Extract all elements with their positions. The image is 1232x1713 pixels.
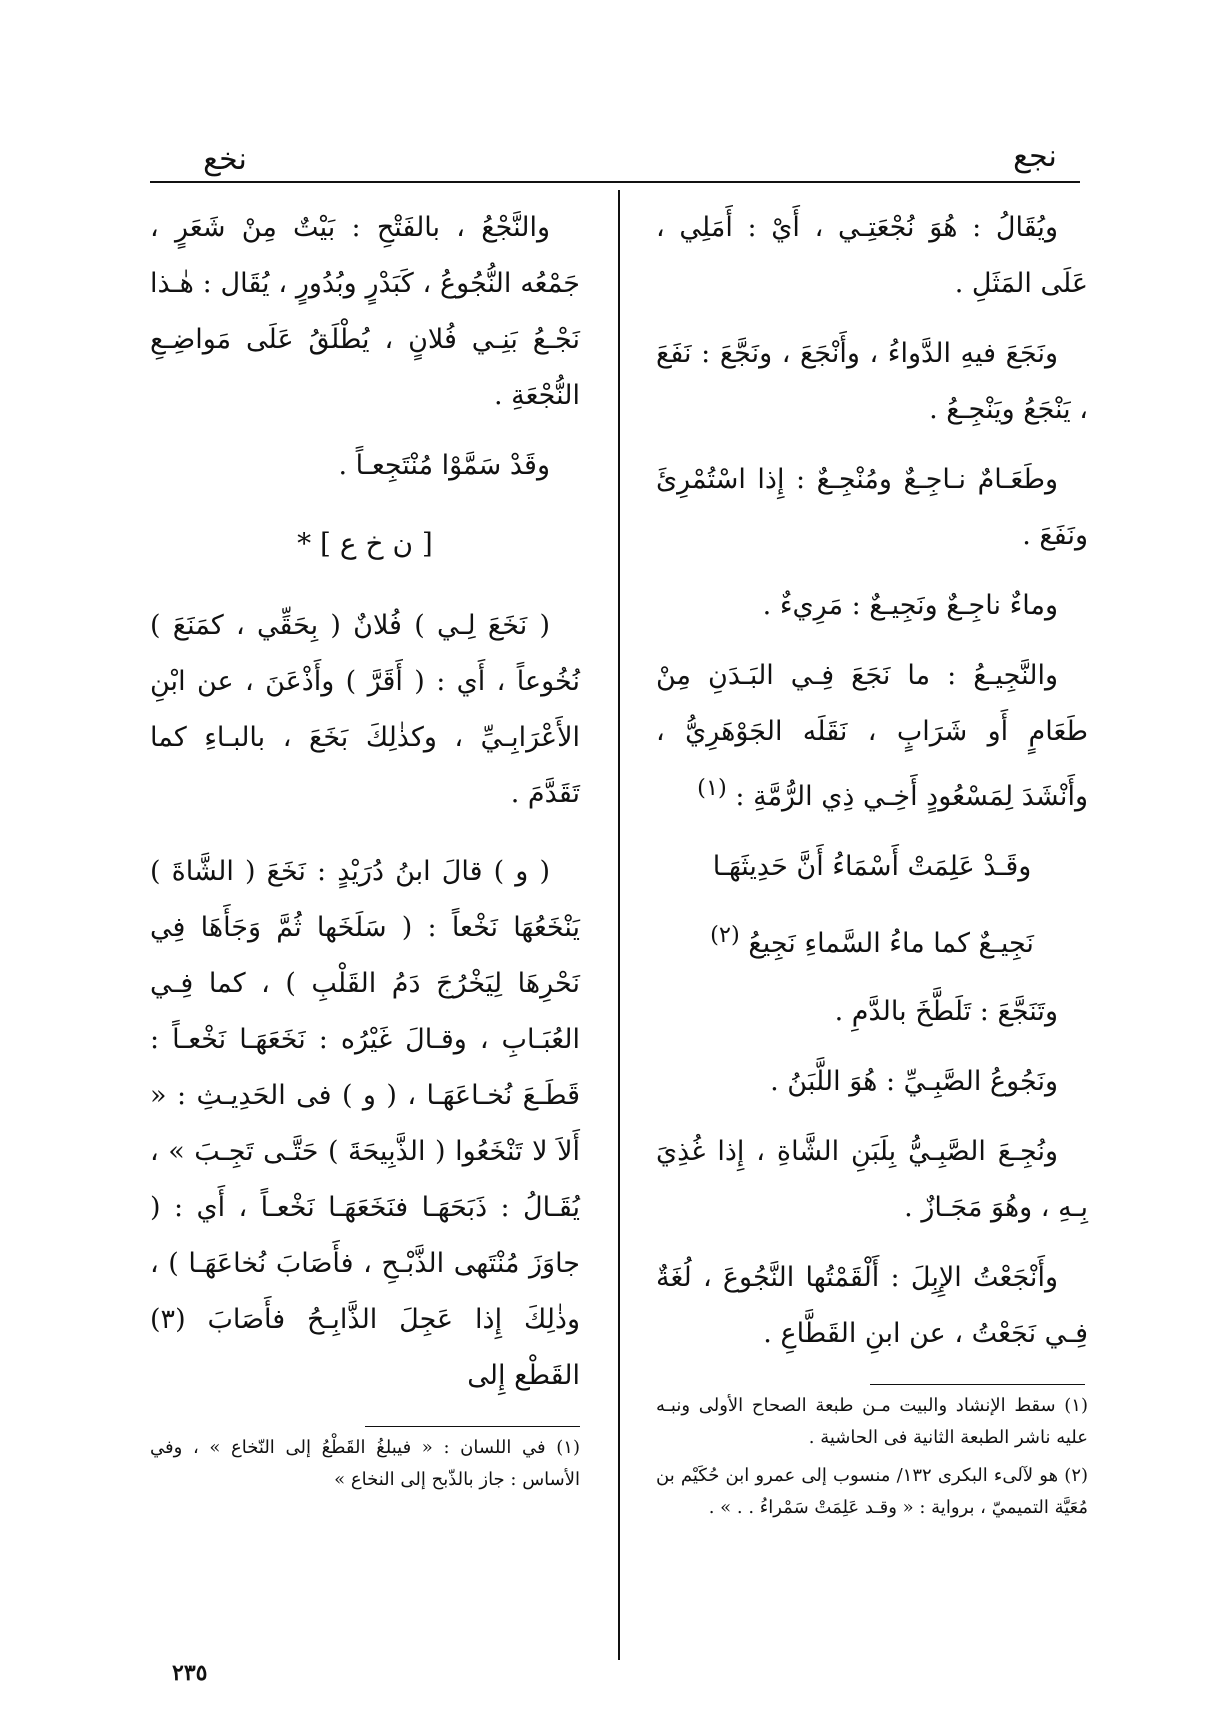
paragraph-with-footnote bbox=[656, 648, 1088, 825]
right-column bbox=[656, 200, 1088, 1376]
verse-text: نَجِيـعٌ كما ماءُ السَّماءِ نَجِيعُ bbox=[748, 928, 1034, 959]
paragraph: وطَعَـامٌ نـاجِـعٌ ومُنْجِـعٌ : إِذا اسْتُمْرِئَ ونَفَعَ . bbox=[656, 464, 1088, 551]
paragraph: وماءٌ ناجِـعٌ ونَجِيـعٌ : مَرِيءٌ . bbox=[762, 590, 1058, 621]
footnote: (٢) هو لآلىء البكرى ١٣٢/ منسوب إلى عمرو ابن حُكَيْم بن مُعَيَّة التميميّ ، برواية : « وقـد عَلِمَتْ سَمْراءُ . . » . bbox=[656, 1465, 1089, 1518]
paragraph: وتَنَجَّعَ : تَلَطَّخَ بالدَّمِ . bbox=[834, 996, 1058, 1027]
paragraph: ونُجِـعَ الصَّبِـيُّ بِلَبَنِ الشَّاةِ ، إِذا غُذِيَ بِـهِ ، وهُوَ مَجَـازٌ . bbox=[656, 1136, 1088, 1223]
paragraph: ونَجُوعُ الصَّبِـيِّ : هُوَ اللَّبَنُ . bbox=[770, 1066, 1058, 1097]
footnotes-right bbox=[656, 1390, 1088, 1530]
entry-paragraph: ( و ) قالَ ابنُ دُرَيْدٍ : نَخَعَ ( الشَّاةَ ) يَنْخَعُهَا نَخْعاً : ( سَلَخَها ثُمَّ وَجَأَهَا فِي نَحْرِهَا لِيَخْرُجَ دَمُ القَلْبِ ) ، كما فِـي العُبَـابِ ، وقـالَ غَيْرُه : نَخَعَهَـا نَخْعـاً : قَطَـعَ نُخـاعَهَـا ، ( و ) فى الحَدِيـثِ : « أَلاَ لا تَنْخَعُوا ( الذَّبِيحَةَ ) حَتَّـى تَجِـبَ » ، يُقَـالُ : ذَبَحَهَـا فنَخَعَهَـا نَخْعـاً ، أَي : ( جاوَزَ مُنْتَهى الذَّبْـحِ ، فأَصَابَ نُخاعَهَـا ) ، وذٰلِكَ إِذا عَجِلَ الذَّابِـحُ فأَصَابَ (٣) القَطْع إِلى bbox=[150, 856, 580, 1391]
root-heading: [ ن خ ع ] * bbox=[297, 527, 433, 560]
verse-line-1: وقَـدْ عَلِمَتْ أَسْمَاءُ أَنَّ حَدِيثَهَـا bbox=[712, 851, 1032, 882]
page-number: ٢٣٥ bbox=[172, 1660, 208, 1686]
verse-line-2 bbox=[656, 907, 1088, 972]
footnote-ref: (١) bbox=[697, 775, 727, 801]
footnote: (١) في اللسان : « فيبلغُ القَطْعُ إلى النّخاع » ، وفي الأساس : جاز بالذّبح إلى النخاع » bbox=[150, 1437, 580, 1490]
running-header-right: نجع bbox=[1013, 139, 1057, 174]
header-rule bbox=[150, 181, 1080, 183]
entry-paragraph: ( نَخَعَ لِـي ) فُلانٌ ( بِحَقِّي ، كمَنَعَ ) نُخُوعاً ، أَي : ( أَقَرَّ ) وأَذْعَنَ ، عن ابْنِ الأَعْرَابِـيِّ ، وكذٰلِكَ بَخَعَ ، بالبـاءِ كما تَقَدَّمَ . bbox=[150, 610, 580, 809]
footnote: (١) سقط الإنشاد والبيت مـن طبعة الصحاح الأولى ونبـه عليه ناشر الطبعة الثانية فى الحاشية . bbox=[656, 1395, 1088, 1448]
footnotes-left bbox=[150, 1432, 580, 1502]
footnote-rule-right bbox=[870, 1384, 1085, 1385]
footnote-rule-left bbox=[365, 1426, 580, 1427]
running-header-left: نخع bbox=[203, 142, 247, 177]
paragraph: والنَّجْعُ ، بالفَتْحِ : بَيْتٌ مِنْ شَعَرٍ ، جَمْعُه النُّجُوعُ ، كَبَدْرٍ وبُدُورٍ ، يُقَال : هٰـذا نَجْـعُ بَنِـي فُلانٍ ، يُطْلَقُ عَلَى مَواضِـعِ النُّجْعَةِ . bbox=[150, 212, 580, 411]
paragraph: ويُقَالُ : هُوَ نُجْعَتِـي ، أَيْ : أَمَلِي ، عَلَى المَثَلِ . bbox=[656, 212, 1088, 299]
column-divider bbox=[618, 190, 620, 1660]
paragraph: وأَنْجَعْتُ الإِبِلَ : أَلْقَمْتُها النَّجُوعَ ، لُغَةٌ فِـي نَجَعْتُ ، عن ابنِ القَطَّاعِ . bbox=[656, 1262, 1088, 1349]
footnote-ref: (٢) bbox=[710, 922, 740, 948]
paragraph: ونَجَعَ فيهِ الدَّواءُ ، وأَنْجَعَ ، ونَجَّعَ : نَفَعَ ، يَنْجَعُ ويَنْجِـعُ . bbox=[656, 338, 1088, 425]
paragraph-text: والنَّجِيـعُ : ما نَجَعَ فِـي البَـدَنِ مِنْ طَعَامٍ أَو شَرَابٍ ، نَقَلَه الجَوْهَرِيُّ ، وأَنْشَدَ لِمَسْعُودٍ أَخِـي ذِي الرُّمَّةِ : bbox=[656, 660, 1088, 812]
paragraph: وقَدْ سَمَّوْا مُنْتَجِعـاً . bbox=[338, 450, 550, 481]
left-column bbox=[150, 200, 580, 1418]
